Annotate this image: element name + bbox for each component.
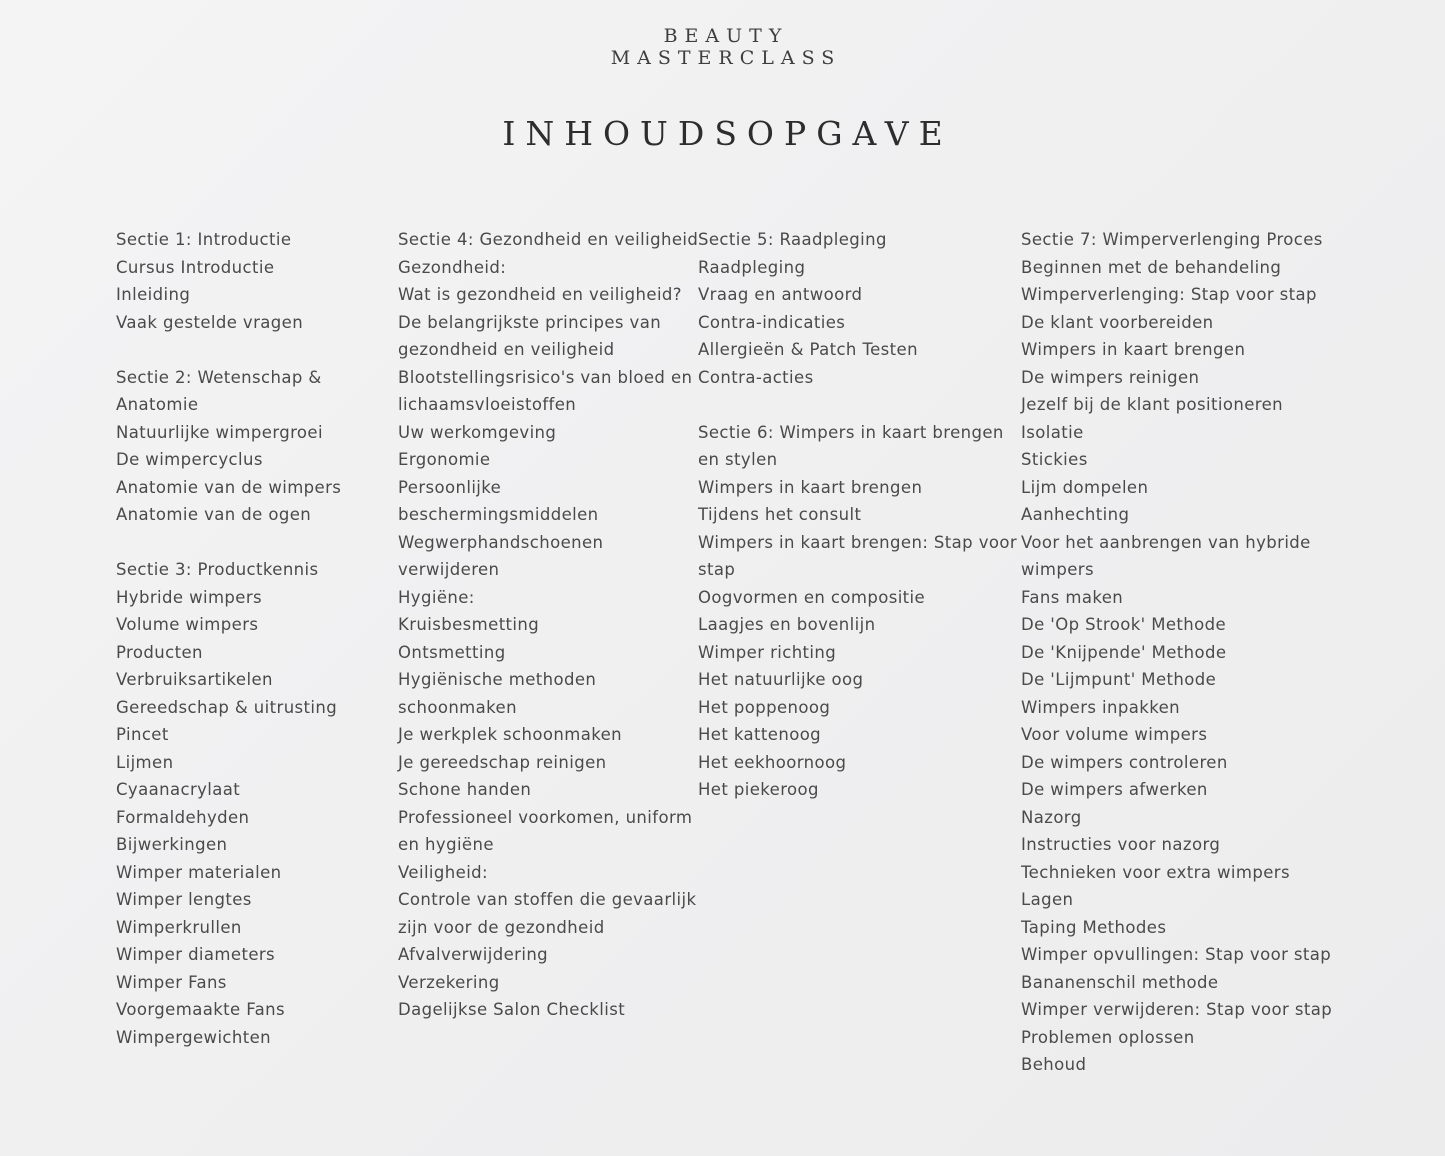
toc-section	[116, 226, 386, 336]
toc-entry: Oogvormen en compositie	[698, 587, 926, 607]
toc-section	[116, 364, 386, 529]
toc-entry: Nazorg	[1021, 807, 1082, 827]
toc-column-2	[398, 226, 699, 1051]
toc-entry: Formaldehyden	[116, 807, 250, 827]
toc-entry: Controle van stoffen die gevaarlijk	[398, 890, 697, 909]
toc-entry: Vaak gestelde vragen	[116, 312, 304, 332]
toc-entry: Lijmen	[116, 752, 174, 772]
toc-entry: De wimpers controleren	[1021, 752, 1228, 772]
toc-entry: stap	[698, 560, 736, 579]
brand-line-masterclass: MASTERCLASS	[610, 47, 842, 69]
toc-entry: en hygiëne	[398, 835, 494, 854]
toc-entry: Afvalverwijdering	[398, 945, 549, 964]
toc-entry: De 'Knijpende' Methode	[1021, 642, 1227, 662]
toc-entry: Persoonlijke	[398, 477, 502, 497]
toc-entry: Taping Methodes	[1021, 917, 1167, 937]
toc-entry: Natuurlijke wimpergroei	[116, 422, 323, 442]
toc-entry: Het kattenoog	[698, 725, 822, 744]
toc-entry: Je werkplek schoonmaken	[398, 725, 622, 744]
toc-entry: Wimpers in kaart brengen	[1021, 340, 1246, 359]
toc-entry: Anatomie van de ogen	[116, 505, 312, 524]
toc-section-heading: Sectie 5: Raadpleging	[698, 230, 887, 249]
toc-entry: Technieken voor extra wimpers	[1021, 862, 1290, 882]
toc-entry: Verzekering	[398, 972, 500, 992]
toc-entry: Voor volume wimpers	[1021, 725, 1208, 744]
toc-entry: Wimper materialen	[116, 862, 282, 882]
toc-entry: Gereedschap & uitrusting	[116, 697, 338, 717]
toc-entry: Wimpers inpakken	[1021, 697, 1181, 717]
toc-entry: Vraag en antwoord	[698, 285, 863, 304]
toc-section	[1021, 226, 1331, 1079]
toc-entry: Gezondheid:	[398, 257, 507, 277]
toc-entry: Het piekeroog	[698, 780, 819, 799]
toc-section-heading: Sectie 7: Wimperverlenging Proces	[1021, 230, 1323, 249]
toc-entry: Wimperkrullen	[116, 917, 242, 937]
toc-section-heading: Sectie 1: Introductie	[116, 230, 292, 249]
toc-section	[698, 419, 1018, 804]
toc-entry: zijn voor de gezondheid	[398, 917, 605, 937]
toc-entry: Uw werkomgeving	[398, 422, 557, 442]
toc-entry: Anatomie van de wimpers	[116, 477, 342, 497]
toc-entry: De belangrijkste principes van	[398, 312, 662, 332]
toc-entry: Dagelijkse Salon Checklist	[398, 1000, 626, 1019]
toc-entry: Beginnen met de behandeling	[1021, 257, 1282, 277]
toc-section-heading: Sectie 2: Wetenschap &	[116, 367, 322, 387]
toc-entry: De wimpercyclus	[116, 450, 263, 469]
toc-entry: De 'Lijmpunt' Methode	[1021, 670, 1217, 689]
toc-entry: Jezelf bij de klant positioneren	[1021, 395, 1283, 414]
toc-column-4	[1021, 226, 1331, 1106]
toc-entry: lichaamsvloeistoffen	[398, 395, 577, 414]
toc-entry: Bananenschil methode	[1021, 972, 1219, 992]
toc-entry: Hygiëne:	[398, 587, 475, 607]
toc-entry: Wimper diameters	[116, 945, 276, 964]
toc-entry: De wimpers reinigen	[1021, 367, 1200, 387]
toc-entry: gezondheid en veiligheid	[398, 340, 615, 359]
toc-entry: Wat is gezondheid en veiligheid?	[398, 285, 682, 304]
toc-section-heading: Sectie 6: Wimpers in kaart brengen	[698, 422, 1004, 442]
toc-entry: Anatomie	[116, 395, 199, 414]
toc-entry: Bijwerkingen	[116, 835, 228, 854]
toc-entry: Professioneel voorkomen, uniform	[398, 807, 693, 827]
toc-entry: Instructies voor nazorg	[1021, 835, 1221, 854]
toc-entry: De klant voorbereiden	[1021, 312, 1214, 332]
toc-entry: Problemen oplossen	[1021, 1027, 1195, 1047]
toc-entry: Wimpergewichten	[116, 1027, 272, 1047]
toc-entry: Allergieën & Patch Testen	[698, 340, 918, 359]
toc-entry: Volume wimpers	[116, 615, 259, 634]
brand-line-beauty: BEAUTY	[663, 25, 789, 47]
toc-entry: Laagjes en bovenlijn	[698, 615, 876, 634]
toc-entry: Wimper Fans	[116, 972, 227, 992]
toc-entry: Stickies	[1021, 450, 1088, 469]
toc-entry: Cyaanacrylaat	[116, 780, 241, 799]
toc-entry: Inleiding	[116, 285, 191, 304]
toc-entry: Behoud	[1021, 1055, 1087, 1074]
toc-entry: Wimper verwijderen: Stap voor stap	[1021, 1000, 1333, 1019]
toc-section	[116, 556, 386, 1051]
toc-entry: Hybride wimpers	[116, 587, 263, 607]
page-title: INHOUDSOPGAVE	[502, 114, 953, 153]
toc-entry: Wegwerphandschoenen	[398, 532, 604, 552]
toc-entry: Lijm dompelen	[1021, 477, 1149, 497]
toc-entry: Het natuurlijke oog	[698, 670, 864, 689]
toc-section	[398, 226, 699, 1024]
toc-entry: Het poppenoog	[698, 697, 831, 717]
toc-entry: Voor het aanbrengen van hybride	[1021, 532, 1311, 552]
toc-entry: schoonmaken	[398, 697, 517, 717]
toc-entry: Wimper lengtes	[116, 890, 252, 909]
toc-section	[698, 226, 1008, 391]
toc-section-heading: Sectie 3: Productkennis	[116, 560, 319, 579]
brand-logo	[0, 25, 1445, 69]
toc-entry: en stylen	[698, 450, 778, 469]
toc-entry: Veiligheid:	[398, 862, 489, 882]
toc-entry: Kruisbesmetting	[398, 615, 540, 634]
toc-entry: Verbruiksartikelen	[116, 670, 273, 689]
toc-entry: wimpers	[1021, 560, 1094, 579]
toc-entry: Contra-indicaties	[698, 312, 846, 332]
toc-entry: Lagen	[1021, 890, 1074, 909]
toc-entry: Wimperverlenging: Stap voor stap	[1021, 285, 1317, 304]
toc-entry: Aanhechting	[1021, 505, 1130, 524]
toc-entry: Blootstellingsrisico's van bloed en	[398, 367, 693, 387]
toc-entry: Producten	[116, 642, 203, 662]
toc-entry: Wimper opvullingen: Stap voor stap	[1021, 945, 1332, 964]
toc-entry: Het eekhoornoog	[698, 752, 847, 772]
toc-section-heading: Sectie 4: Gezondheid en veiligheid	[398, 230, 699, 249]
toc-entry: Hygiënische methoden	[398, 670, 597, 689]
toc-entry: Schone handen	[398, 780, 532, 799]
toc-entry: Wimper richting	[698, 642, 837, 662]
toc-column-1	[116, 226, 386, 1079]
toc-entry: Je gereedschap reinigen	[398, 752, 607, 772]
toc-entry: Wimpers in kaart brengen	[698, 477, 923, 497]
toc-entry: Tijdens het consult	[698, 505, 862, 524]
toc-entry: verwijderen	[398, 560, 500, 579]
toc-entry: beschermingsmiddelen	[398, 505, 599, 524]
toc-entry: De wimpers afwerken	[1021, 780, 1208, 799]
toc-entry: Ergonomie	[398, 450, 491, 469]
toc-entry: Fans maken	[1021, 587, 1124, 607]
toc-entry: Cursus Introductie	[116, 257, 275, 277]
toc-entry: Voorgemaakte Fans	[116, 1000, 285, 1019]
toc-column-3	[698, 226, 1018, 831]
toc-entry: Contra-acties	[698, 367, 814, 387]
toc-entry: De 'Op Strook' Methode	[1021, 615, 1227, 634]
toc-entry: Raadpleging	[698, 257, 806, 277]
toc-entry: Wimpers in kaart brengen: Stap voor	[698, 532, 1018, 552]
toc-entry: Pincet	[116, 725, 169, 744]
toc-entry: Isolatie	[1021, 422, 1084, 442]
toc-entry: Ontsmetting	[398, 642, 506, 662]
